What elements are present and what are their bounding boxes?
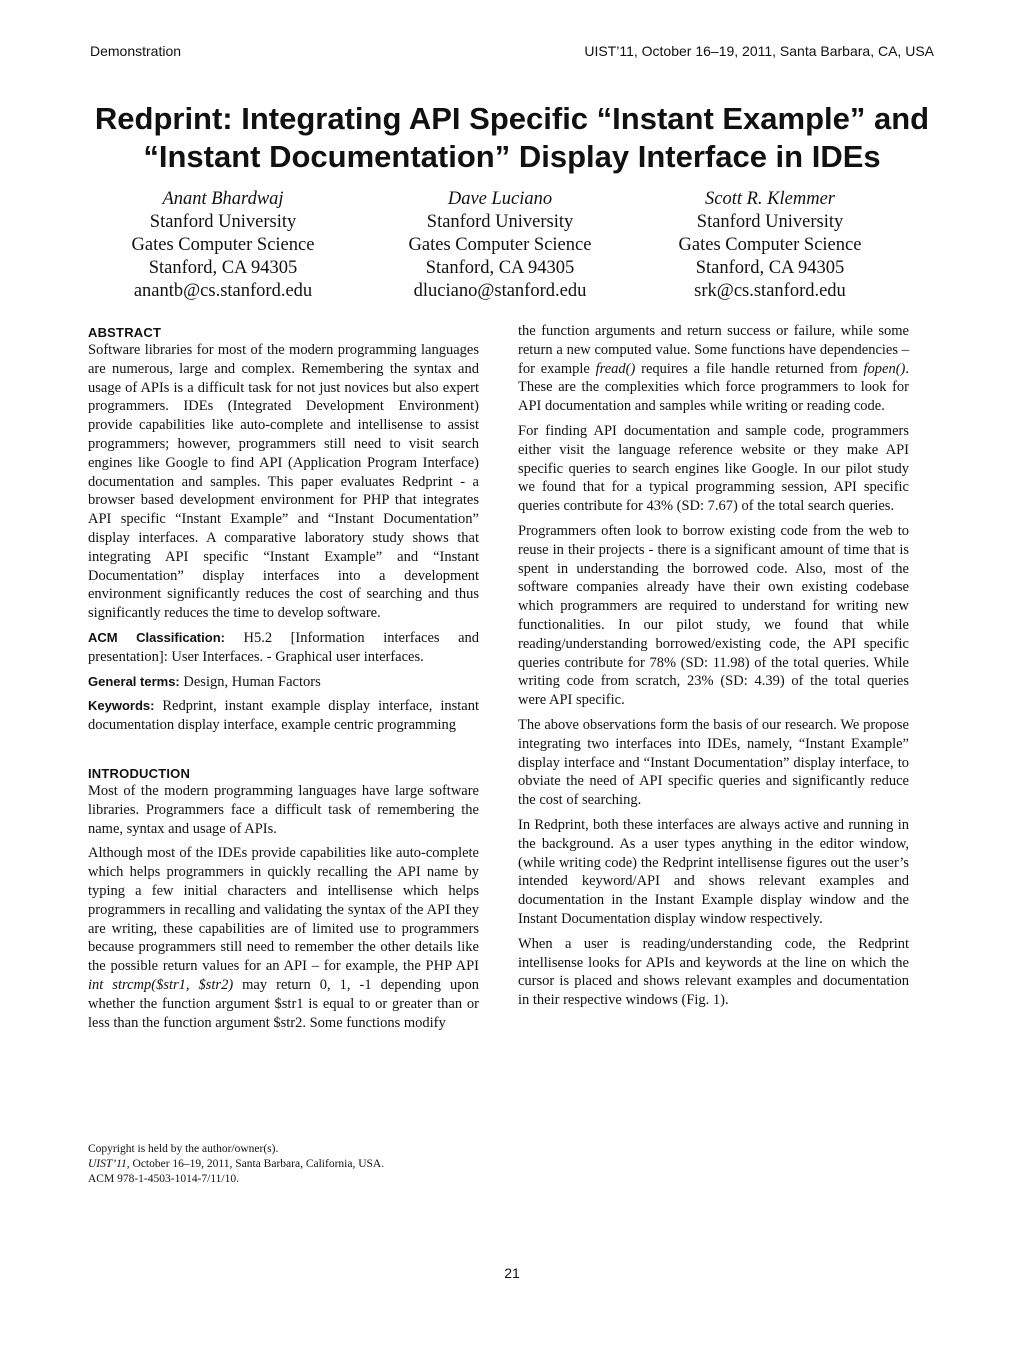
intro-text-a: Although most of the IDEs provide capabilities like auto-complete which helps programmers in quickly recalling the API name by typing a few initial characters and intellisense which helps programmers in recalling and validating the syntax of the API they are writing, these capabilities are of limited use to programmers because programmers still need to remember the other details like the possible return values for an API – for example, the PHP API (88, 845, 479, 975)
author-block-1 (93, 188, 353, 303)
copyright-line-2 (88, 1157, 488, 1172)
author-block-3 (640, 188, 900, 303)
keywords (88, 697, 479, 735)
keywords-text: Redprint, instant example display interface, instant documentation display interface, example centric programming (88, 698, 480, 734)
right-paragraph-2: For finding API documentation and sample code, programmers either visit the language reference website or they make API specific queries to search engines like Google. In our pilot study we found that for a typical programming session, API specific queries contribute for 43% (SD: 7.67) of the total search queries. (518, 422, 909, 515)
title-line-2: “Instant Documentation” Display Interface in IDEs (143, 139, 881, 174)
section-spacer (88, 741, 479, 765)
author-affiliation: Stanford University (426, 212, 574, 232)
title-line-1: Redprint: Integrating API Specific “Instant Example” and (94, 101, 930, 136)
rp1-text-a: the function arguments and return success or failure, while some return a new computed value. Some functions have dependencies – for example (518, 323, 909, 377)
abstract-heading: ABSTRACT (88, 325, 162, 340)
right-paragraph-3: Programmers often look to borrow existing code from the web to reuse in their projects - there is a significant amount of time that is spent in understanding the borrowed code. Also, most of the software companies already have their own existing codebase which programmers are required to understand for writing new functionalities. In our pilot study, we found that while reading/understanding borrowed/existing code, the API specific queries contribute for 78% (SD: 11.98) of the total queries. While writing code from scratch, 23% (SD: 4.39) of the total queries were API specific. (518, 522, 909, 709)
right-paragraph-4: The above observations form the basis of our research. We propose integrating two interfaces into IDEs, namely, “Instant Example” display interface and “Instant Documentation” display interface, to obviate the need of API specific queries and significantly reduce the cost of searching. (518, 716, 909, 809)
right-paragraph-5: In Redprint, both these interfaces are always active and running in the background. As a user types anything in the editor window, (while writing code) the Redprint intellisense figures out the user’s intended keyword/API and shows relevant examples and documentation in the Instant Example display window and the Instant Documentation display window respectively. (518, 816, 909, 927)
author-address: Stanford, CA 94305 (695, 258, 845, 278)
general-terms (88, 673, 479, 692)
general-terms-text: Design, Human Factors (183, 673, 321, 690)
copyright-line-3: ACM 978-1-4503-1014-7/11/10. (88, 1173, 239, 1185)
intro-text-b: may return 0, 1, -1 depending upon whether the function argument $str1 is equal to or greater than or less than the function argument $str2. Some functions modify (88, 976, 479, 1031)
author-department: Gates Computer Science (678, 235, 862, 255)
author-email: dluciano@stanford.edu (413, 281, 587, 301)
rp1-code-1: fread() (595, 360, 636, 377)
rp1-text-b: requires a file handle returned from (635, 360, 864, 377)
keywords-label: Keywords: (88, 698, 155, 714)
introduction-heading: INTRODUCTION (88, 765, 191, 781)
paper-title (60, 100, 964, 176)
intro-code: int strcmp($str1, $str2) (88, 976, 234, 993)
right-column (518, 322, 909, 1016)
general-terms-label: General terms: (88, 673, 180, 689)
right-paragraph-6: When a user is reading/understanding code, the Redprint intellisense looks for APIs and keywords at the line on which the cursor is placed and shows relevant examples and documentation in their respective windows (Fig. 1). (518, 935, 909, 1009)
acm-classification (88, 629, 479, 667)
running-head-right: UIST’11, October 16–19, 2011, Santa Barbara, CA, USA (584, 43, 934, 59)
rp1-text-c: . These are the complexities which force programmers to look for API documentation and samples while writing or reading code. (518, 360, 909, 415)
author-name: Anant Bhardwaj (162, 189, 284, 209)
author-affiliation: Stanford University (696, 212, 844, 232)
copyright-line-1: Copyright is held by the author/owner(s). (88, 1143, 279, 1155)
acm-text: H5.2 [Information interfaces and presentation]: User Interfaces. - Graphical user interfaces. (88, 629, 479, 665)
author-name: Scott R. Klemmer (705, 189, 835, 209)
conference-details: October 16–19, 2011, Santa Barbara, California, USA. (129, 1158, 385, 1170)
author-affiliation: Stanford University (149, 212, 297, 232)
author-department: Gates Computer Science (408, 235, 592, 255)
author-email: srk@cs.stanford.edu (694, 281, 846, 301)
page-number: 21 (504, 1265, 520, 1281)
author-address: Stanford, CA 94305 (425, 258, 575, 278)
abstract-text: Software libraries for most of the modern programming languages are numerous, large and complex. Remembering the syntax and usage of APIs is a difficult task for not just novices but also expert programmers. IDEs (Integrated Development Environment) provide capabilities like auto-complete and intellisense to assist programmers; however, programmers still need to visit search engines like Google to find API (Application Program Interface) documentation and samples. This paper evaluates Redprint - a browser based development environment for PHP that integrates API specific “Instant Example” and “Instant Documentation” display interfaces. A comparative laboratory study shows that integrating API specific “Instant Example” and “Instant Documentation” display interfaces into a development environment significantly reduces the cost of searching and thus significantly reduces the time to develop software. (88, 342, 479, 622)
author-email: anantb@cs.stanford.edu (133, 281, 313, 301)
author-name: Dave Luciano (447, 189, 553, 209)
acm-label: ACM Classification: (88, 629, 225, 645)
conference-name: UIST’11, (88, 1158, 130, 1170)
copyright-notice (88, 1142, 488, 1187)
author-block-2 (370, 188, 630, 303)
author-department: Gates Computer Science (131, 235, 315, 255)
author-address: Stanford, CA 94305 (148, 258, 298, 278)
left-column (88, 324, 479, 1038)
introduction-paragraph-1: Most of the modern programming languages have large software libraries. Programmers face a difficult task of remembering the name, syntax and usage of APIs. (88, 782, 479, 837)
rp1-code-2: fopen() (863, 360, 906, 377)
introduction-paragraph-2 (88, 844, 479, 1032)
right-paragraph-1 (518, 322, 909, 416)
running-head-left: Demonstration (90, 43, 182, 59)
